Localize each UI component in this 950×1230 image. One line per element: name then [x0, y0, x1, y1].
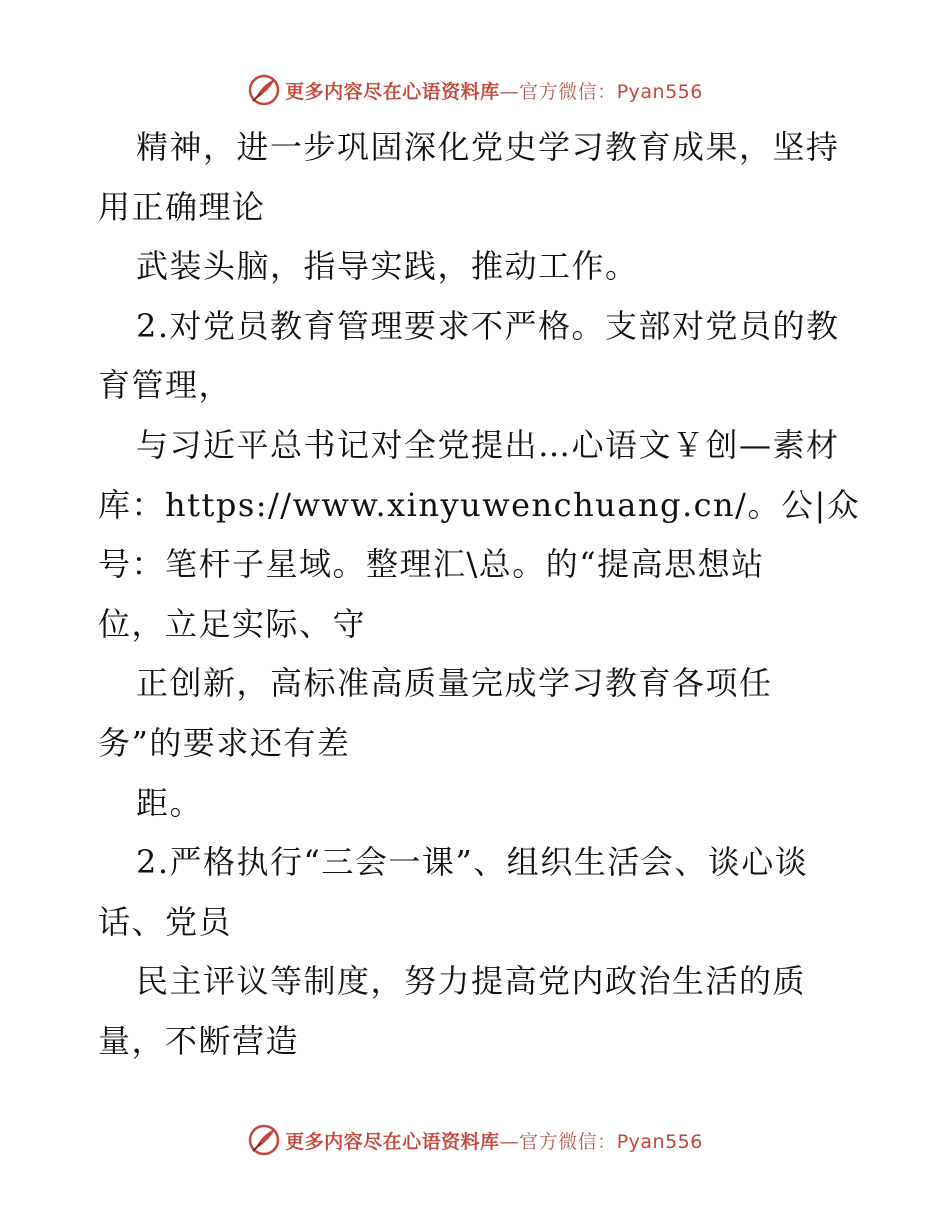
watermark-text: [285, 1127, 703, 1154]
text-line: 位，立足实际、守: [98, 604, 367, 643]
text-line: 库：https://www.xinyuwenchuang.cn/。公|众: [98, 485, 861, 524]
watermark-text: [285, 77, 703, 104]
text-line: 正创新，高标准高质量完成学习教育各项任: [136, 664, 773, 703]
text-line: 2.对党员教育管理要求不严格。支部对党员的教: [136, 306, 840, 345]
text-line: 话、党员: [98, 902, 233, 941]
watermark-wechat-label: 官方微信：: [519, 80, 617, 103]
text-line: 2.严格执行“三会一课”、组织生活会、谈心谈: [136, 843, 809, 882]
text-line: 育管理，: [98, 366, 233, 405]
watermark-brand: 更多内容尽在心语资料库: [285, 1130, 500, 1153]
text-line: 民主评议等制度，努力提高党内政治生活的质: [136, 962, 807, 1001]
text-line: 号：笔杆子星域。整理汇\总。的“提高思想站: [98, 545, 765, 584]
watermark-wechat-id: Pyan556: [616, 80, 703, 103]
header-watermark: [0, 70, 950, 110]
text-line: 量，不断营造: [98, 1021, 300, 1060]
document-body: [98, 118, 861, 1072]
feather-pen-logo-icon: [247, 73, 281, 107]
text-line: 用正确理论: [98, 187, 266, 226]
watermark-wechat-label: 官方微信：: [519, 1130, 617, 1153]
watermark-dash: —: [499, 80, 520, 103]
watermark-dash: —: [499, 1130, 520, 1153]
footer-watermark: [0, 1120, 950, 1160]
text-line: 与习近平总书记对全党提出…心语文￥创—素材: [136, 425, 840, 464]
text-line: 距。: [136, 783, 204, 822]
text-line: 务”的要求还有差: [98, 723, 351, 762]
watermark-wechat-id: Pyan556: [616, 1130, 703, 1153]
text-line: 精神，进一步巩固深化党史学习教育成果，坚持: [136, 128, 840, 166]
watermark-brand: 更多内容尽在心语资料库: [285, 80, 500, 103]
feather-pen-logo-icon: [247, 1123, 281, 1157]
text-line: 武装头脑，指导实践，推动工作。: [136, 247, 639, 286]
